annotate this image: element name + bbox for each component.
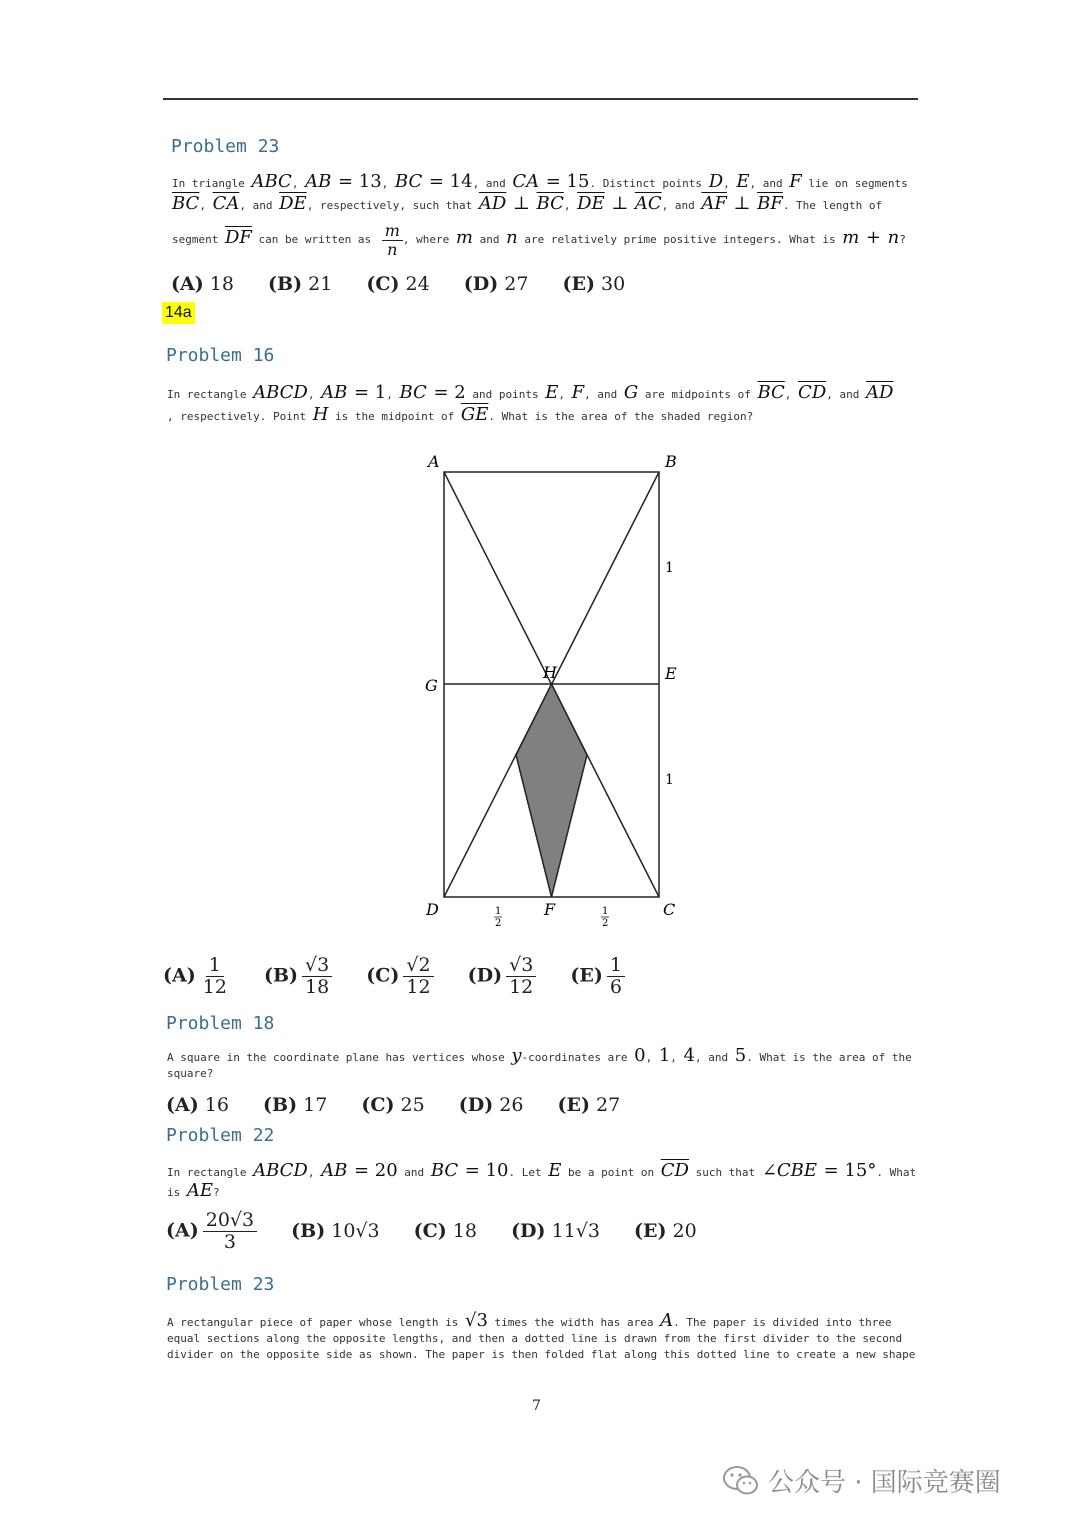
label-e: E bbox=[665, 664, 677, 683]
label-h: H bbox=[543, 663, 557, 682]
label-one-bottom: 1 bbox=[665, 772, 674, 788]
problem-22-title: Problem 22 bbox=[166, 1125, 275, 1146]
highlight-label: 14a bbox=[162, 302, 195, 324]
half-right-den: 2 bbox=[602, 918, 609, 929]
problem-16-title: Problem 16 bbox=[166, 345, 275, 366]
label-a: A bbox=[428, 452, 440, 471]
problem-23-text: In triangle ABC, AB = 13, BC = 14, and CA = 15. Distinct points D, E, and F lie on segments $\overline{BC}$, $\overline{CA}$, and $\overline{DE}$, respectively, such that $\overline{AD}$ ⊥ $\overline{BC}$, $\overline{DE}$ ⊥ $\overline{AC}$, and $\overline{AF}$ ⊥ $\overline{BF}$. The length of segment $\overline{DF}$ can be written as $\frac{m}{n}$ , where m and n are relatively prime positive integers. What is m + n? bbox=[172, 171, 908, 259]
label-d: D bbox=[426, 900, 439, 919]
problem-22-choices: (A) $\frac{20√3}{3}$ (B) 10√3 (C) 18 (D) 11√3 (E) 20 bbox=[166, 1209, 697, 1253]
problem-16-choices: (A) $\frac{1}{12}$ (B) $\frac{√3}{18}$ (C) $\frac{√2}{12}$ (D) $\frac{√3}{12}$ (E) $\frac{1}{6}$ bbox=[163, 955, 653, 998]
header-rule bbox=[163, 98, 918, 100]
label-one-top: 1 bbox=[665, 560, 674, 576]
watermark bbox=[722, 1462, 1001, 1499]
half-left-den: 2 bbox=[495, 918, 502, 929]
problem-18-choices: (A) 16 (B) 17 (C) 25 (D) 26 (E) 27 bbox=[166, 1094, 621, 1116]
problem-23-choices: (A) 18 (B) 21 (C) 24 (D) 27 (E) 30 bbox=[171, 273, 626, 295]
problem-23b-title: Problem 23 bbox=[166, 1274, 275, 1295]
half-left-num: 1 bbox=[495, 906, 502, 917]
problem-23b-text: A rectangular piece of paper whose length is √3 times the width has area A. The paper is divided into three equal sections along the opposite lengths, and then a dotted line is drawn from the first divider to the second divider on the opposite side as shown. The paper is then folded flat along this dotted line to create a new shape bbox=[167, 1310, 916, 1361]
half-right-num: 1 bbox=[602, 906, 609, 917]
problem-18-text: A square in the coordinate plane has vertices whose y-coordinates are 0, 1, 4, and 5. What is the area of the square? bbox=[167, 1045, 912, 1080]
problem-22-text: In rectangle ABCD, AB = 20 and BC = 10. Let E be a point on $\overline{CD}$ such that ∠CBE = 15°. What is AE? bbox=[167, 1160, 917, 1201]
watermark-text: 公众号 · 国际竞赛圈 bbox=[768, 1468, 1001, 1498]
wechat-icon bbox=[722, 1464, 760, 1498]
problem-18-title: Problem 18 bbox=[166, 1013, 275, 1034]
label-b: B bbox=[665, 452, 677, 471]
problem-23-title: Problem 23 bbox=[171, 136, 280, 157]
problem-16-text: In rectangle ABCD, AB = 1, BC = 2 and points E, F, and G are midpoints of $\overline{BC}$, $\overline{CD}$, and $\overline{AD}$ , respectively. Point H is the midpoint of $\overline{GE}$. What is the area of the shaded region? bbox=[167, 382, 894, 425]
label-g: G bbox=[425, 676, 438, 695]
label-f: F bbox=[544, 900, 556, 919]
page-number: 7 bbox=[532, 1398, 541, 1414]
rectangle-diagram bbox=[410, 445, 700, 935]
label-c: C bbox=[663, 900, 676, 919]
shaded-region bbox=[516, 684, 587, 897]
